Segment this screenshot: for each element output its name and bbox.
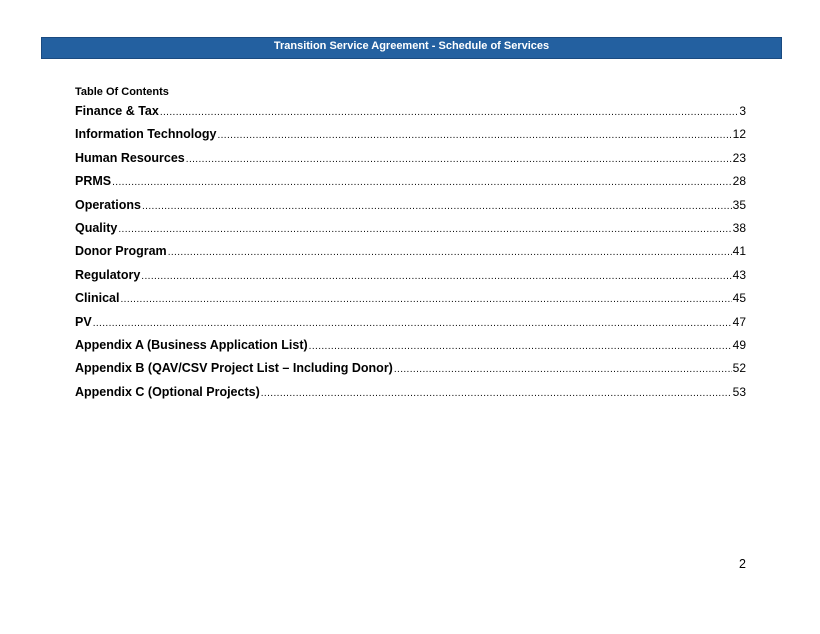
toc-entry-human-resources[interactable] bbox=[75, 151, 746, 174]
toc-entry-appendix-a[interactable] bbox=[75, 338, 746, 361]
toc-entry-operations[interactable] bbox=[75, 198, 746, 221]
toc-entry-finance-tax[interactable] bbox=[75, 104, 746, 127]
toc-entry-title[interactable]: Quality bbox=[75, 220, 118, 235]
toc-entry-prms[interactable] bbox=[75, 174, 746, 197]
toc-dot-leader bbox=[142, 201, 732, 212]
toc-entry-title[interactable]: Human Resources bbox=[75, 150, 185, 165]
toc-entry-page[interactable]: 35 bbox=[732, 197, 746, 212]
toc-entry-page[interactable]: 53 bbox=[732, 384, 746, 399]
toc-entry-donor-program[interactable] bbox=[75, 244, 746, 267]
toc-entry-title[interactable]: Operations bbox=[75, 197, 141, 212]
toc-entry-page[interactable]: 52 bbox=[732, 361, 746, 376]
toc-entry-page[interactable]: 43 bbox=[732, 267, 746, 282]
toc-entry-title[interactable]: Appendix A (Business Application List) bbox=[75, 337, 308, 352]
toc-entry-page[interactable]: 3 bbox=[739, 104, 746, 118]
toc-entry-title[interactable]: Donor Program bbox=[75, 244, 167, 259]
toc-dot-leader bbox=[217, 130, 731, 141]
document-header-bar bbox=[41, 37, 782, 59]
toc-entry-title[interactable]: PV bbox=[75, 314, 92, 329]
toc-dot-leader bbox=[168, 247, 732, 258]
toc-entry-page[interactable]: 41 bbox=[732, 244, 746, 259]
toc-dot-leader bbox=[93, 318, 732, 329]
toc-dot-leader bbox=[120, 294, 731, 305]
toc-entry-quality[interactable] bbox=[75, 221, 746, 244]
toc-entry-page[interactable]: 38 bbox=[732, 220, 746, 235]
page-number: 2 bbox=[739, 557, 746, 571]
toc-dot-leader bbox=[112, 177, 732, 188]
toc-entry-title[interactable]: Regulatory bbox=[75, 267, 141, 282]
toc-entry-clinical[interactable] bbox=[75, 291, 746, 314]
toc-dot-leader bbox=[394, 364, 732, 375]
table-of-contents bbox=[75, 104, 746, 408]
toc-heading: Table Of Contents bbox=[75, 86, 169, 98]
document-title: Transition Service Agreement - Schedule of Services bbox=[273, 40, 550, 52]
toc-entry-page[interactable]: 47 bbox=[732, 314, 746, 329]
toc-dot-leader bbox=[160, 107, 738, 118]
toc-dot-leader bbox=[141, 271, 731, 282]
toc-entry-appendix-b[interactable] bbox=[75, 361, 746, 384]
toc-entry-page[interactable]: 45 bbox=[732, 291, 746, 306]
toc-dot-leader bbox=[309, 341, 732, 352]
toc-entry-page[interactable]: 23 bbox=[732, 150, 746, 165]
toc-entry-page[interactable]: 12 bbox=[732, 127, 746, 142]
toc-entry-title[interactable]: Appendix B (QAV/CSV Project List – Including Donor) bbox=[75, 361, 393, 376]
toc-dot-leader bbox=[261, 388, 732, 399]
toc-entry-title[interactable]: Information Technology bbox=[75, 127, 217, 142]
toc-entry-page[interactable]: 49 bbox=[732, 337, 746, 352]
toc-entry-title[interactable]: Finance & Tax bbox=[75, 104, 159, 118]
toc-entry-title[interactable]: Clinical bbox=[75, 291, 120, 306]
toc-dot-leader bbox=[186, 154, 732, 165]
toc-entry-pv[interactable] bbox=[75, 315, 746, 338]
toc-entry-title[interactable]: Appendix C (Optional Projects) bbox=[75, 384, 260, 399]
toc-entry-title[interactable]: PRMS bbox=[75, 174, 112, 189]
toc-entry-regulatory[interactable] bbox=[75, 268, 746, 291]
toc-entry-information-technology[interactable] bbox=[75, 127, 746, 150]
toc-dot-leader bbox=[118, 224, 731, 235]
toc-entry-page[interactable]: 28 bbox=[732, 174, 746, 189]
toc-entry-appendix-c[interactable] bbox=[75, 385, 746, 408]
